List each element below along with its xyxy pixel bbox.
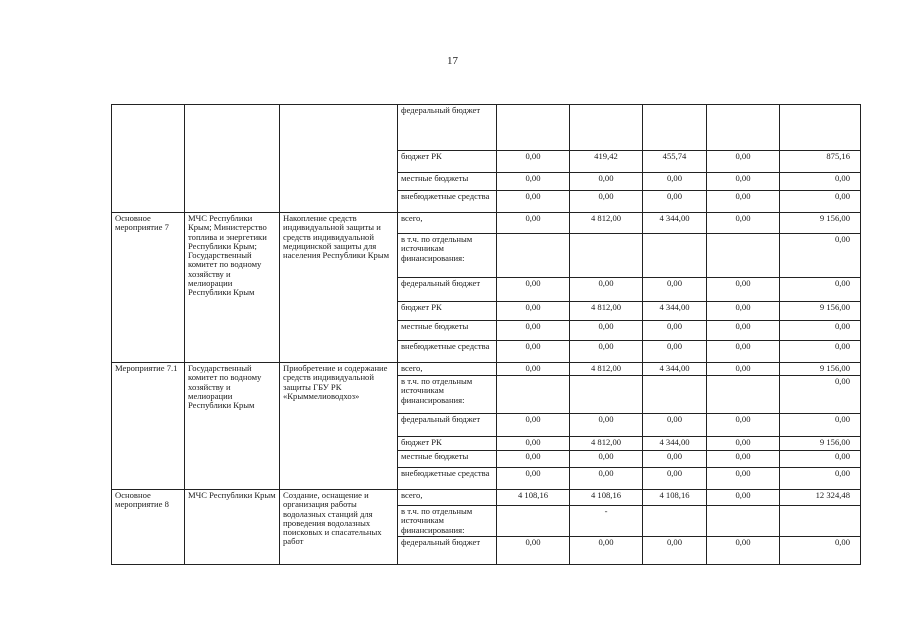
- amount-cell: [497, 105, 570, 151]
- amount-cell: 0,00: [780, 536, 861, 564]
- amount-cell: 4 344,00: [643, 363, 707, 376]
- event-executor: Государственный комитет по водному хозяйству и мелиорации Республики Крым: [185, 363, 280, 490]
- amount-cell: 9 156,00: [780, 302, 861, 321]
- amount-cell: 0,00: [780, 414, 861, 437]
- amount-cell: [643, 234, 707, 278]
- amount-cell: 0,00: [570, 414, 643, 437]
- amount-cell: 0,00: [707, 302, 780, 321]
- amount-cell: [570, 105, 643, 151]
- amount-cell: 0,00: [707, 414, 780, 437]
- amount-cell: 0,00: [497, 191, 570, 213]
- amount-cell: 0,00: [707, 536, 780, 564]
- amount-cell: 0,00: [780, 191, 861, 213]
- amount-cell: 455,74: [643, 151, 707, 173]
- amount-cell: 4 344,00: [643, 213, 707, 234]
- amount-cell: 0,00: [497, 363, 570, 376]
- funding-source: местные бюджеты: [398, 451, 497, 468]
- amount-cell: 0,00: [643, 468, 707, 490]
- amount-cell: 0,00: [707, 437, 780, 451]
- funding-source: всего,: [398, 213, 497, 234]
- table-row: [112, 490, 861, 506]
- event-name: Основное мероприятие 8: [112, 490, 185, 565]
- amount-cell: 0,00: [570, 278, 643, 302]
- page-number: 17: [447, 55, 458, 67]
- event-executor: МЧС Республики Крым; Министерство топлива и энергетики Республики Крым; Государственный комитет по водному хозяйству и мелиорации Республики Крым: [185, 213, 280, 363]
- amount-cell: 0,00: [780, 173, 861, 191]
- table-row: [112, 105, 861, 151]
- amount-cell: 0,00: [570, 468, 643, 490]
- amount-cell: 0,00: [780, 234, 861, 278]
- amount-cell: 0,00: [570, 191, 643, 213]
- event-name: Основное мероприятие 7: [112, 213, 185, 363]
- amount-cell: 0,00: [643, 173, 707, 191]
- amount-cell: [643, 105, 707, 151]
- funding-source: всего,: [398, 490, 497, 506]
- funding-source: в т.ч. по отдельным источникам финансирования:: [398, 234, 497, 278]
- amount-cell: 419,42: [570, 151, 643, 173]
- amount-cell: 0,00: [780, 321, 861, 341]
- table-row: [112, 213, 861, 234]
- event-description: [280, 105, 398, 213]
- funding-source: бюджет РК: [398, 151, 497, 173]
- amount-cell: 0,00: [497, 414, 570, 437]
- event-name: Мероприятие 7.1: [112, 363, 185, 490]
- amount-cell: 0,00: [643, 191, 707, 213]
- event-description: Накопление средств индивидуальной защиты и средств индивидуальной медицинской защиты для населения Республики Крым: [280, 213, 398, 363]
- amount-cell: [570, 376, 643, 414]
- amount-cell: 0,00: [570, 173, 643, 191]
- amount-cell: 0,00: [780, 451, 861, 468]
- funding-source: внебюджетные средства: [398, 468, 497, 490]
- funding-source: федеральный бюджет: [398, 536, 497, 564]
- amount-cell: 0,00: [497, 468, 570, 490]
- amount-cell: 0,00: [707, 321, 780, 341]
- amount-cell: [780, 506, 861, 537]
- budget-table: [111, 104, 861, 565]
- amount-cell: 0,00: [707, 213, 780, 234]
- amount-cell: 4 812,00: [570, 437, 643, 451]
- amount-cell: 0,00: [497, 173, 570, 191]
- amount-cell: [707, 506, 780, 537]
- funding-source: местные бюджеты: [398, 173, 497, 191]
- funding-source: федеральный бюджет: [398, 278, 497, 302]
- amount-cell: 0,00: [497, 536, 570, 564]
- amount-cell: 4 812,00: [570, 363, 643, 376]
- amount-cell: 0,00: [643, 414, 707, 437]
- funding-source: внебюджетные средства: [398, 191, 497, 213]
- amount-cell: 0,00: [497, 302, 570, 321]
- amount-cell: [707, 105, 780, 151]
- amount-cell: 0,00: [707, 151, 780, 173]
- amount-cell: [643, 376, 707, 414]
- amount-cell: 0,00: [570, 536, 643, 564]
- event-executor: МЧС Республики Крым: [185, 490, 280, 565]
- event-description: Создание, оснащение и организация работы водолазных станций для проведения водолазных поисковых и спасательных работ: [280, 490, 398, 565]
- amount-cell: [497, 506, 570, 537]
- amount-cell: 12 324,48: [780, 490, 861, 506]
- amount-cell: 4 344,00: [643, 437, 707, 451]
- amount-cell: 0,00: [497, 451, 570, 468]
- funding-source: местные бюджеты: [398, 321, 497, 341]
- amount-cell: 0,00: [643, 536, 707, 564]
- amount-cell: 9 156,00: [780, 363, 861, 376]
- funding-source: бюджет РК: [398, 302, 497, 321]
- funding-source: в т.ч. по отдельным источникам финансирования:: [398, 506, 497, 537]
- amount-cell: 0,00: [707, 468, 780, 490]
- amount-cell: 9 156,00: [780, 437, 861, 451]
- amount-cell: 0,00: [497, 278, 570, 302]
- amount-cell: 0,00: [780, 468, 861, 490]
- funding-source: федеральный бюджет: [398, 414, 497, 437]
- amount-cell: -: [570, 506, 643, 537]
- amount-cell: 0,00: [497, 151, 570, 173]
- event-executor: [185, 105, 280, 213]
- table-row: [112, 363, 861, 376]
- amount-cell: 4 108,16: [497, 490, 570, 506]
- amount-cell: 0,00: [643, 321, 707, 341]
- amount-cell: 0,00: [643, 341, 707, 363]
- amount-cell: 0,00: [497, 437, 570, 451]
- amount-cell: 0,00: [643, 278, 707, 302]
- funding-source: в т.ч. по отдельным источникам финансирования:: [398, 376, 497, 414]
- funding-source: федеральный бюджет: [398, 105, 497, 151]
- event-name: [112, 105, 185, 213]
- amount-cell: 0,00: [497, 341, 570, 363]
- amount-cell: 4 108,16: [643, 490, 707, 506]
- amount-cell: 0,00: [570, 321, 643, 341]
- amount-cell: 0,00: [707, 278, 780, 302]
- funding-source: бюджет РК: [398, 437, 497, 451]
- amount-cell: 0,00: [707, 490, 780, 506]
- amount-cell: 0,00: [780, 341, 861, 363]
- amount-cell: [570, 234, 643, 278]
- amount-cell: 0,00: [780, 376, 861, 414]
- amount-cell: 0,00: [570, 451, 643, 468]
- amount-cell: 4 108,16: [570, 490, 643, 506]
- amount-cell: 9 156,00: [780, 213, 861, 234]
- event-description: Приобретение и содержание средств индивидуальной защиты ГБУ РК «Крыммелиоводхоз»: [280, 363, 398, 490]
- amount-cell: 0,00: [707, 341, 780, 363]
- amount-cell: 0,00: [497, 321, 570, 341]
- amount-cell: 0,00: [780, 278, 861, 302]
- amount-cell: 0,00: [707, 451, 780, 468]
- amount-cell: 4 812,00: [570, 213, 643, 234]
- amount-cell: 0,00: [707, 363, 780, 376]
- amount-cell: 0,00: [497, 213, 570, 234]
- amount-cell: 0,00: [570, 341, 643, 363]
- amount-cell: [497, 376, 570, 414]
- amount-cell: 4 344,00: [643, 302, 707, 321]
- amount-cell: [643, 506, 707, 537]
- funding-source: всего,: [398, 363, 497, 376]
- amount-cell: 0,00: [707, 173, 780, 191]
- amount-cell: 0,00: [643, 451, 707, 468]
- amount-cell: 4 812,00: [570, 302, 643, 321]
- amount-cell: [780, 105, 861, 151]
- funding-source: внебюджетные средства: [398, 341, 497, 363]
- amount-cell: 0,00: [707, 191, 780, 213]
- amount-cell: [707, 234, 780, 278]
- amount-cell: [497, 234, 570, 278]
- amount-cell: 875,16: [780, 151, 861, 173]
- amount-cell: [707, 376, 780, 414]
